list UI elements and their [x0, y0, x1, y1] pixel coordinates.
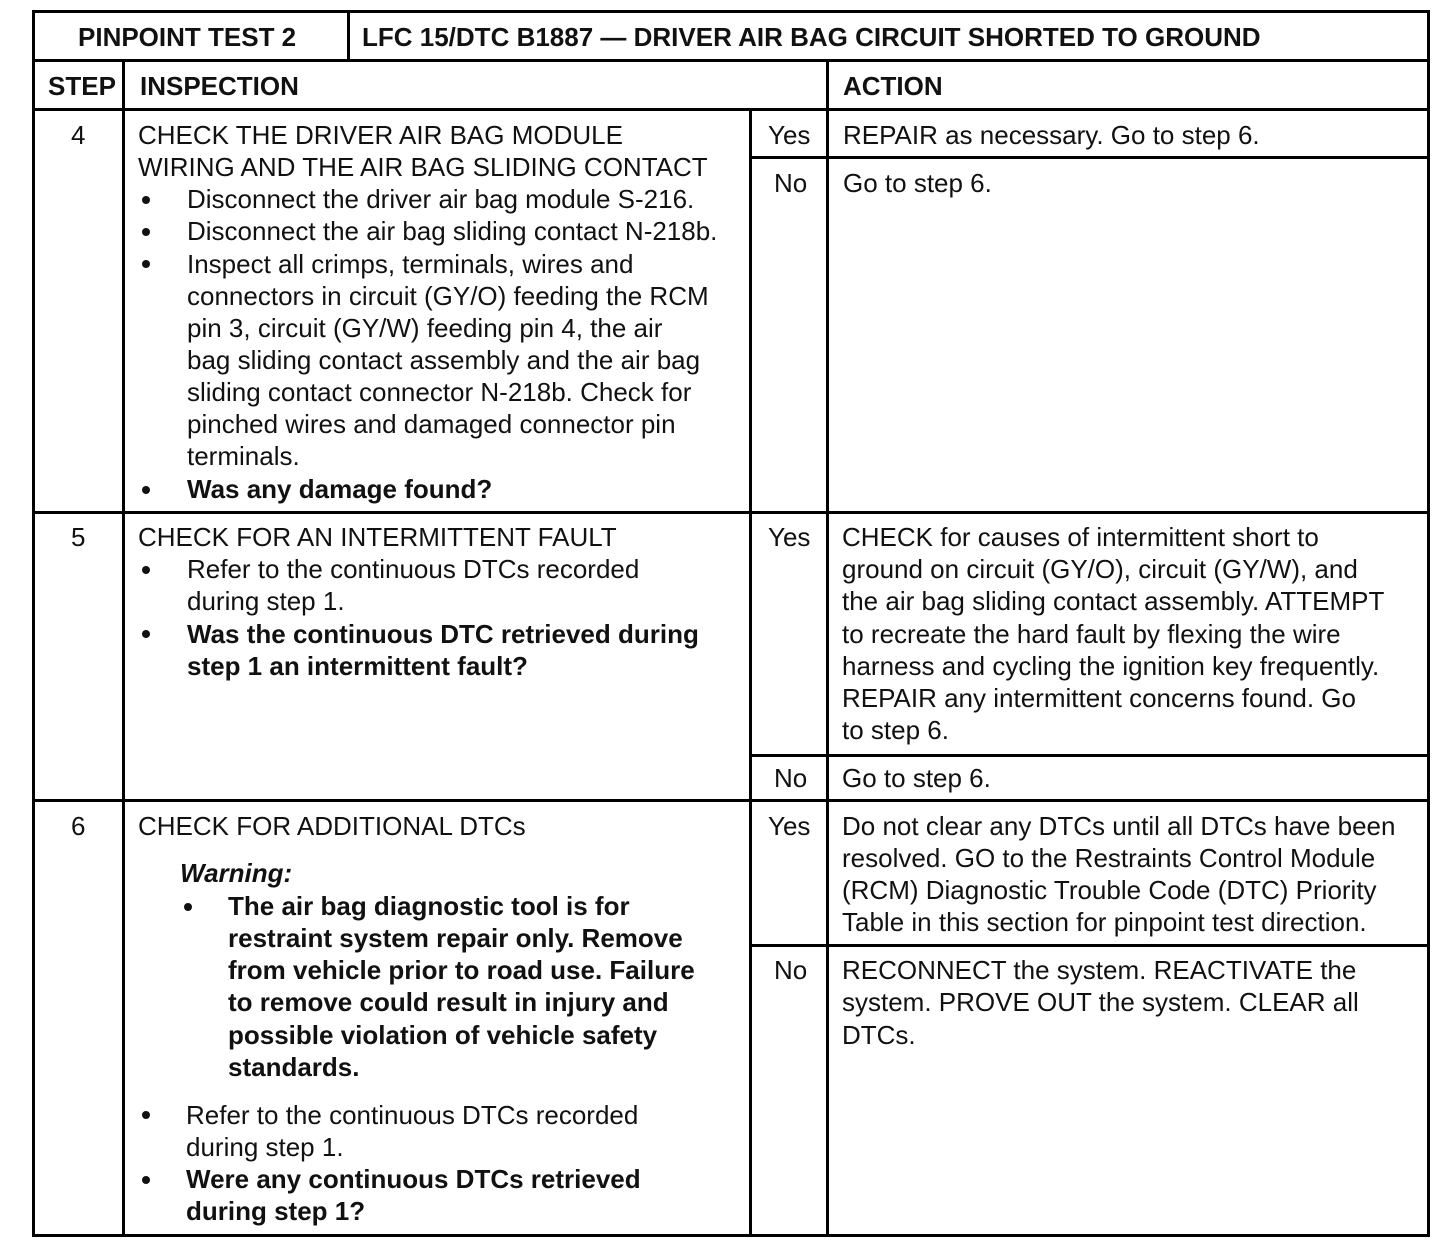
action-text-line: CHECK for causes of intermittent short to [842, 522, 1319, 552]
question-text: Were any continuous DTCs retrieved [186, 1164, 641, 1194]
column-header-step: STEP [48, 71, 116, 101]
action-text-line: to recreate the hard fault by flexing the wire [842, 619, 1341, 649]
answer-yes: Yes [768, 120, 811, 150]
step-title-line: CHECK FOR AN INTERMITTENT FAULT [138, 522, 617, 552]
bullet-icon [142, 1111, 150, 1119]
step-number: 4 [71, 120, 86, 150]
column-header-action: ACTION [843, 71, 943, 101]
bullet-icon [142, 228, 150, 236]
action-text-line: Go to step 6. [842, 763, 991, 793]
warning-text-line: possible violation of vehicle safety [228, 1020, 658, 1050]
action-text-line: REPAIR any intermittent concerns found. Go [842, 683, 1356, 713]
step-column-divider [122, 59, 125, 1237]
bullet-text-line: sliding contact connector N-218b. Check for [187, 377, 692, 407]
table-border-bottom [32, 1234, 1430, 1237]
bullet-icon [142, 1176, 150, 1184]
row-rule-step5-6 [32, 799, 1430, 802]
answer-no: No [774, 763, 808, 793]
step5-yes-no-rule [749, 754, 1430, 757]
action-text-line: Do not clear any DTCs until all DTCs have been [842, 811, 1396, 841]
step-title-line: CHECK FOR ADDITIONAL DTCs [138, 811, 526, 841]
answer-no: No [774, 955, 808, 985]
bullet-text-line: Inspect all crimps, terminals, wires and [187, 249, 634, 279]
action-text-line: Table in this section for pinpoint test direction. [842, 907, 1367, 937]
warning-text-line: The air bag diagnostic tool is for [228, 891, 630, 921]
bullet-icon [142, 486, 150, 494]
action-text-line: (RCM) Diagnostic Trouble Code (DTC) Priority [842, 875, 1377, 905]
warning-text-line: restraint system repair only. Remove [228, 923, 683, 953]
answer-yes: Yes [768, 522, 811, 552]
step-number: 5 [71, 522, 86, 552]
column-header-bottom-rule [32, 108, 1430, 111]
bullet-text-line: Refer to the continuous DTCs recorded [186, 1100, 639, 1130]
title-divider [347, 10, 350, 61]
bullet-text-line: during step 1. [187, 586, 345, 616]
action-text-line: harness and cycling the ignition key frequently. [842, 651, 1380, 681]
table-border-top [32, 10, 1430, 13]
bullet-text-line: terminals. [187, 441, 300, 471]
bullet-text-line: Refer to the continuous DTCs recorded [187, 554, 640, 584]
action-text-line: to step 6. [842, 715, 949, 745]
step4-yes-no-rule [749, 156, 1430, 159]
answer-column-divider [749, 108, 752, 1237]
row-rule-step4-5 [32, 511, 1430, 514]
warning-label: Warning: [180, 858, 293, 888]
question-text: Was any damage found? [187, 474, 493, 504]
step-title-line: WIRING AND THE AIR BAG SLIDING CONTACT [138, 152, 708, 182]
action-column-divider [826, 59, 829, 1237]
action-text-line: Go to step 6. [843, 168, 992, 198]
action-text-line: DTCs. [842, 1020, 916, 1050]
title-row-bottom-rule [32, 59, 1430, 62]
bullet-text-line: Disconnect the air bag sliding contact N-218b. [187, 216, 718, 246]
bullet-icon [142, 260, 150, 268]
action-text-line: REPAIR as necessary. Go to step 6. [843, 120, 1260, 150]
bullet-icon [142, 196, 150, 204]
bullet-icon [142, 630, 150, 638]
action-text-line: resolved. GO to the Restraints Control Module [842, 843, 1376, 873]
bullet-text-line: during step 1. [186, 1132, 344, 1162]
bullet-icon [184, 903, 192, 911]
action-text-line: RECONNECT the system. REACTIVATE the [842, 955, 1357, 985]
warning-text-line: standards. [228, 1052, 360, 1082]
bullet-text-line: bag sliding contact assembly and the air bag [187, 345, 701, 375]
action-text-line: system. PROVE OUT the system. CLEAR all [842, 987, 1359, 1017]
bullet-text-line: Disconnect the driver air bag module S-216. [187, 184, 695, 214]
bullet-text-line: connectors in circuit (GY/O) feeding the RCM [187, 281, 709, 311]
test-name: PINPOINT TEST 2 [78, 22, 297, 52]
step6-yes-no-rule [749, 944, 1430, 947]
answer-no: No [774, 168, 808, 198]
table-border-left [32, 10, 35, 1237]
test-title: LFC 15/DTC B1887 — DRIVER AIR BAG CIRCUIT SHORTED TO GROUND [362, 22, 1261, 52]
action-text-line: the air bag sliding contact assembly. ATTEMPT [842, 586, 1385, 616]
question-text: Was the continuous DTC retrieved during [187, 619, 699, 649]
table-border-right [1427, 10, 1430, 1237]
question-text: during step 1? [186, 1196, 366, 1226]
warning-text-line: from vehicle prior to road use. Failure [228, 955, 695, 985]
step-number: 6 [71, 811, 86, 841]
warning-text-line: to remove could result in injury and [228, 987, 669, 1017]
action-text-line: ground on circuit (GY/O), circuit (GY/W), and [842, 554, 1358, 584]
bullet-text-line: pin 3, circuit (GY/W) feeding pin 4, the air [187, 313, 663, 343]
column-header-inspection: INSPECTION [140, 71, 299, 101]
step-title-line: CHECK THE DRIVER AIR BAG MODULE [138, 120, 623, 150]
answer-yes: Yes [768, 811, 811, 841]
bullet-text-line: pinched wires and damaged connector pin [187, 409, 676, 439]
bullet-icon [142, 566, 150, 574]
question-text: step 1 an intermittent fault? [187, 651, 528, 681]
